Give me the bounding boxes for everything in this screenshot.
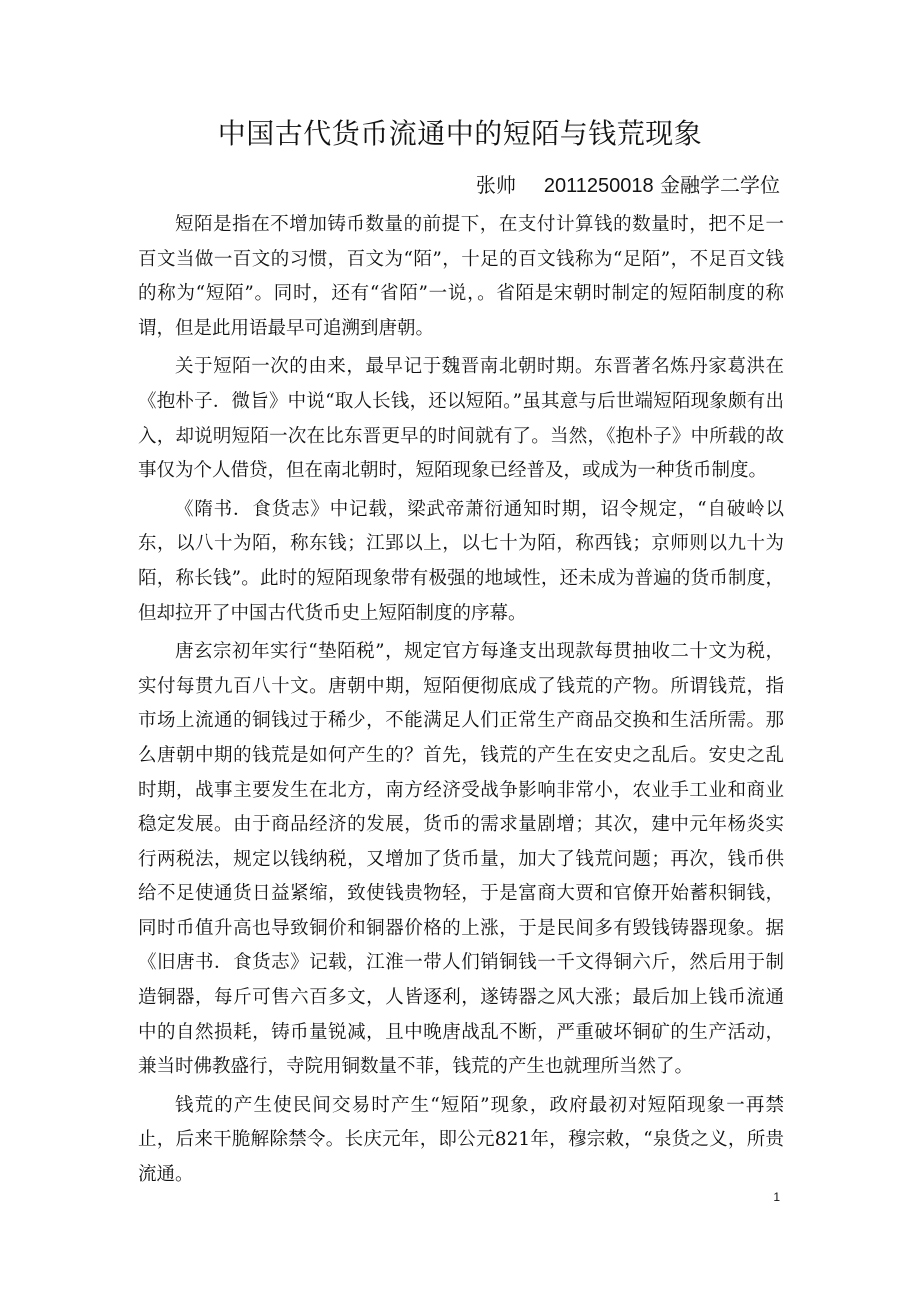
paragraph-4: 唐玄宗初年实行“垫陌税”，规定官方每逢支出现款每贯抽收二十文为税，实付每贯九百八十文。唐朝中期，短陌便彻底成了钱荒的产物。所谓钱荒，指市场上流通的铜钱过于稀少，不能满足人们正常生产商品交换和生活所需。那么唐朝中期的钱荒是如何产生的？首先，钱荒的产生在安史之乱后。安史之乱时期，战事主要发生在北方，南方经济受战争影响非常小，农业手工业和商业稳定发展。由于商品经济的发展，货币的需求量剧增；其次，建中元年杨炎实行两税法，规定以钱纳税，又增加了货币量，加大了钱荒问题；再次，钱币供给不足使通货日益紧缩，致使钱贵物轻，于是富商大贾和官僚开始蓄积铜钱，同时币值升高也导致铜价和铜器价格的上涨，于是民间多有毁钱铸器现象。据《旧唐书．食货志》记载，江淮一带人们销铜钱一千文得铜六斤，然后用于制造铜器，每斤可售六百多文，人皆逐利，遂铸器之风大涨；最后加上钱币流通中的自然损耗，铸币量锐减，且中晚唐战乱不断，严重破坏铜矿的生产活动，兼当时佛教盛行，寺院用铜数量不菲，钱荒的产生也就理所当然了。 [138, 641, 784, 1078]
program-name: 金融学二学位 [660, 173, 780, 197]
document-title: 中国古代货币流通中的短陌与钱荒现象 [217, 117, 703, 150]
page-number: 1 [773, 1190, 780, 1204]
document-body [138, 208, 784, 1197]
student-id: 2011250018 [543, 175, 654, 197]
author-byline [476, 170, 780, 201]
paragraph-5: 钱荒的产生使民间交易时产生“短陌”现象，政府最初对短陌现象一再禁止，后来干脆解除禁令。长庆元年，即公元821年，穆宗敕，“泉货之义，所贵流通。 [138, 1094, 784, 1186]
paragraph-1: 短陌是指在不增加铸币数量的前提下，在支付计算钱的数量时，把不足一百文当做一百文的习惯，百文为“陌”，十足的百文钱称为“足陌”，不足百文钱的称为“短陌”。同时，还有“省陌”一说，。省陌是宋朝时制定的短陌制度的称谓，但是此用语最早可追溯到唐朝。 [138, 214, 784, 339]
paragraph-2: 关于短陌一次的由来，最早记于魏晋南北朝时期。东晋著名炼丹家葛洪在《抱朴子．微旨》中说“取人长钱，还以短陌。”虽其意与后世端短陌现象颇有出入，却说明短陌一次在比东晋更早的时间就有了。当然，《抱朴子》中所载的故事仅为个人借贷，但在南北朝时，短陌现象已经普及，或成为一种货币制度。 [138, 356, 784, 482]
author-name: 张帅 [475, 173, 516, 197]
paragraph-3: 《隋书．食货志》中记载，梁武帝萧衍通知时期，诏令规定，“自破岭以东，以八十为陌，称东钱；江郢以上，以七十为陌，称西钱；京师则以九十为陌，称长钱”。此时的短陌现象带有极强的地域性，还未成为普遍的货币制度，但却拉开了中国古代货币史上短陌制度的序幕。 [138, 498, 784, 624]
